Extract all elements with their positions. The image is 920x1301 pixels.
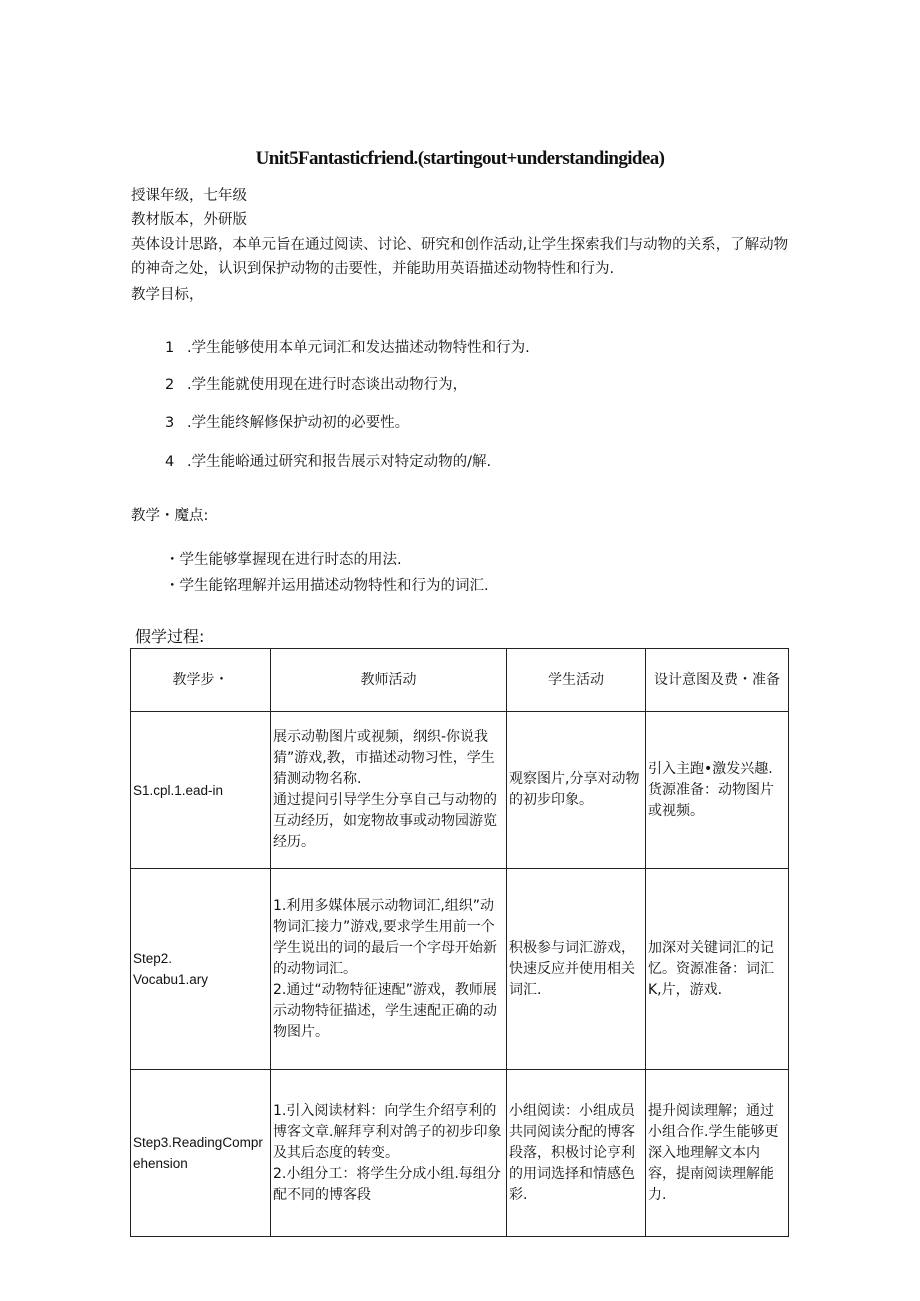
objective-number: 4 (165, 454, 175, 470)
table-row (131, 712, 789, 869)
teacher-activity-cell: 1.利用多媒体展示动物词汇,组织”动物词汇接力”游戏,要求学生用前一个学生说出的词的最后一个字母开始新的动物词汇。 2.通过“动物特征速配”游戏，教师展示动物特征描述，学生速配正确的动物图片。 (271, 869, 507, 1070)
step-cell: S1.cpl.1.ead-in (131, 712, 271, 869)
teacher-activity-cell: 展示动勒图片或视频，纲织-你说我猜”游戏,教，市描述动物习性，学生猜测动物名称. 通过提问引导学生分享自己与动物的互动经历，如宠物故事或动物园游览经历。 (271, 712, 507, 869)
objective-item (165, 336, 530, 357)
process-table (130, 648, 789, 1237)
document-title: Unit5Fantasticfriend.(startingout+understandingidea) (255, 148, 665, 169)
key-point-item: ・学生能够掌握现在进行时态的用法. (165, 552, 402, 568)
step-cell: Step3.ReadingComprehension (131, 1070, 271, 1237)
teacher-activity-cell: 1.引入阅读材料：向学生介绍亨利的博客文章.解拜亨利对鸽子的初步印象及其后态度的转变。 2.小组分工：将学生分成小组.每组分配不同的博客段 (271, 1070, 507, 1237)
table-header-row (131, 649, 789, 712)
design-cell: 加深对关键词汇的记忆。资源准备：词汇K,片，游戏. (646, 869, 789, 1070)
objective-item (165, 373, 467, 394)
process-heading: 假学过程: (135, 627, 205, 646)
header-student: 学生活动 (507, 649, 646, 712)
objective-text: .学生能就使用现在进行时态谈出动物行为， (187, 377, 468, 393)
step-cell: Step2. Vocabu1.ary (131, 869, 271, 1070)
objective-item (165, 411, 409, 432)
table-row (131, 1070, 789, 1237)
design-cell: 提升阅读理解；通过小组合作.学生能够更深入地理解文本内容，提南阅读理解能力. (646, 1070, 789, 1237)
objective-number: 1 (165, 340, 175, 356)
objective-number: 3 (165, 415, 175, 431)
table-row (131, 869, 789, 1070)
design-cell: 引入主跑•激发兴趣.货源准备：动物图片或视频。 (646, 712, 789, 869)
key-point-item: ・学生能铭理解并运用描述动物特性和行为的词汇. (165, 578, 489, 594)
header-design: 设计意图及费・准备 (646, 649, 789, 712)
objective-number: 2 (165, 377, 175, 393)
student-activity-cell: 观察图片,分享对动物的初步印象。 (507, 712, 646, 869)
objective-text: .学生能峪通过研究和报告展示对特定动物的/解. (187, 454, 492, 470)
student-activity-cell: 积极参与词汇游戏，快速反应并使用相关词汇. (507, 869, 646, 1070)
grade-line: 授课年级，七年级 (131, 188, 247, 204)
objective-item (165, 450, 491, 471)
header-teacher: 教师活动 (271, 649, 507, 712)
header-step: 教学步・ (131, 649, 271, 712)
objective-text: .学生能够使用本单元词汇和发达描述动物特性和行为. (187, 340, 530, 356)
objective-text: .学生能终解修保护动初的必要性。 (187, 415, 410, 431)
objectives-heading: 教学目标， (131, 287, 204, 303)
edition-line: 教材版本，外研版 (131, 212, 247, 228)
design-idea-paragraph: 英体设计思路，本单元旨在通过阅读、讨论、研究和创作活动,让学生探索我们与动物的关系，了解动物的神奇之处，认识到保护动物的击要性，并能助用英语描述动物特性和行为. (131, 237, 789, 277)
key-points-heading: 教学・魔点: (131, 508, 209, 524)
student-activity-cell: 小组阅读：小组成员共同阅读分配的博客段落，积极讨论亨利的用词选择和情感色彩. (507, 1070, 646, 1237)
